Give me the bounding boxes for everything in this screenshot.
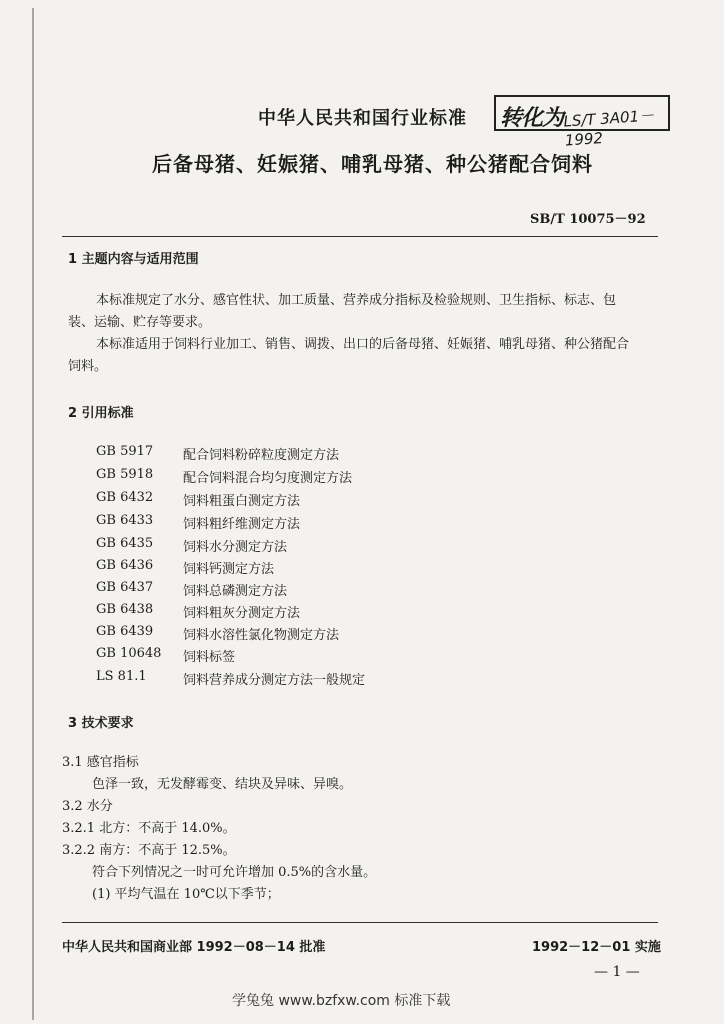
clause-3-2-2: 3.2.2 南方：不高于 12.5%。 [62,843,236,858]
approval-line: 中华人民共和国商业部 1992－08－14 批准 [62,940,326,955]
effective-date: 1992－12－01 实施 [532,940,661,955]
section-1-para-1-line-1: 本标准规定了水分、感官性状、加工质量、营养成分指标及检验规则、卫生指标、标志、包 [96,293,617,308]
binding-line [32,8,34,1020]
ref-code: GB 5918 [96,467,154,482]
section-2-heading: 2 引用标准 [68,406,134,421]
ref-title: 饲料粗蛋白测定方法 [183,494,301,509]
ref-code: GB 6437 [96,580,154,595]
section-3-heading: 3 技术要求 [68,716,134,731]
stamp-code-text: LS/T 3A01－1992 [562,106,655,150]
section-1-para-1-line-2: 装、运输、贮存等要求。 [68,315,212,330]
ref-title: 饲料标签 [183,650,236,665]
ref-title: 饲料营养成分测定方法一般规定 [183,673,366,688]
ref-title: 配合饲料粉碎粒度测定方法 [183,448,340,463]
ref-code: GB 6438 [96,602,154,617]
ref-code: GB 6432 [96,490,154,505]
ref-title: 配合饲料混合均匀度测定方法 [183,471,353,486]
ref-title: 饲料水溶性氯化物测定方法 [183,628,340,643]
ref-title: 饲料水分测定方法 [183,540,288,555]
conversion-stamp [494,95,670,150]
section-1-para-2-line-2: 饲料。 [68,359,108,374]
clause-3-2: 3.2 水分 [62,799,113,814]
ref-code: GB 5917 [96,444,154,459]
footer-divider [62,922,658,923]
standard-code: SB/T 10075－92 [530,212,646,227]
section-1-para-2-line-1: 本标准适用于饲料行业加工、销售、调拨、出口的后备母猪、妊娠猪、哺乳母猪、种公猪配合 [96,337,630,352]
ref-code: GB 6436 [96,558,154,573]
clause-3-1: 3.1 感官指标 [62,755,139,770]
header-divider [62,236,658,237]
ref-code: LS 81.1 [96,669,147,684]
clause-3-1-text: 色泽一致，无发酵霉变、结块及异味、异嗅。 [92,777,353,792]
clause-3-2-note: 符合下列情况之一时可允许增加 0.5%的含水量。 [92,865,377,880]
site-watermark: 学兔兔 www.bzfxw.com 标准下载 [232,993,451,1009]
section-1-heading: 1 主题内容与适用范围 [68,252,199,267]
ref-title: 饲料粗灰分测定方法 [183,606,301,621]
ref-title: 饲料粗纤维测定方法 [183,517,301,532]
page-number: — 1 — [594,964,640,980]
ref-code: GB 10648 [96,646,162,661]
ref-title: 饲料总磷测定方法 [183,584,288,599]
ref-code: GB 6439 [96,624,154,639]
clause-3-2-1: 3.2.1 北方：不高于 14.0%。 [62,821,236,836]
stamp-main-text: 转化为 [500,106,564,131]
document-title: 后备母猪、妊娠猪、哺乳母猪、种公猪配合饲料 [152,152,593,176]
org-title: 中华人民共和国行业标准 [258,108,467,129]
ref-code: GB 6435 [96,536,154,551]
ref-title: 饲料钙测定方法 [183,562,275,577]
ref-code: GB 6433 [96,513,154,528]
clause-3-2-item-1: (1) 平均气温在 10℃以下季节； [92,887,280,902]
